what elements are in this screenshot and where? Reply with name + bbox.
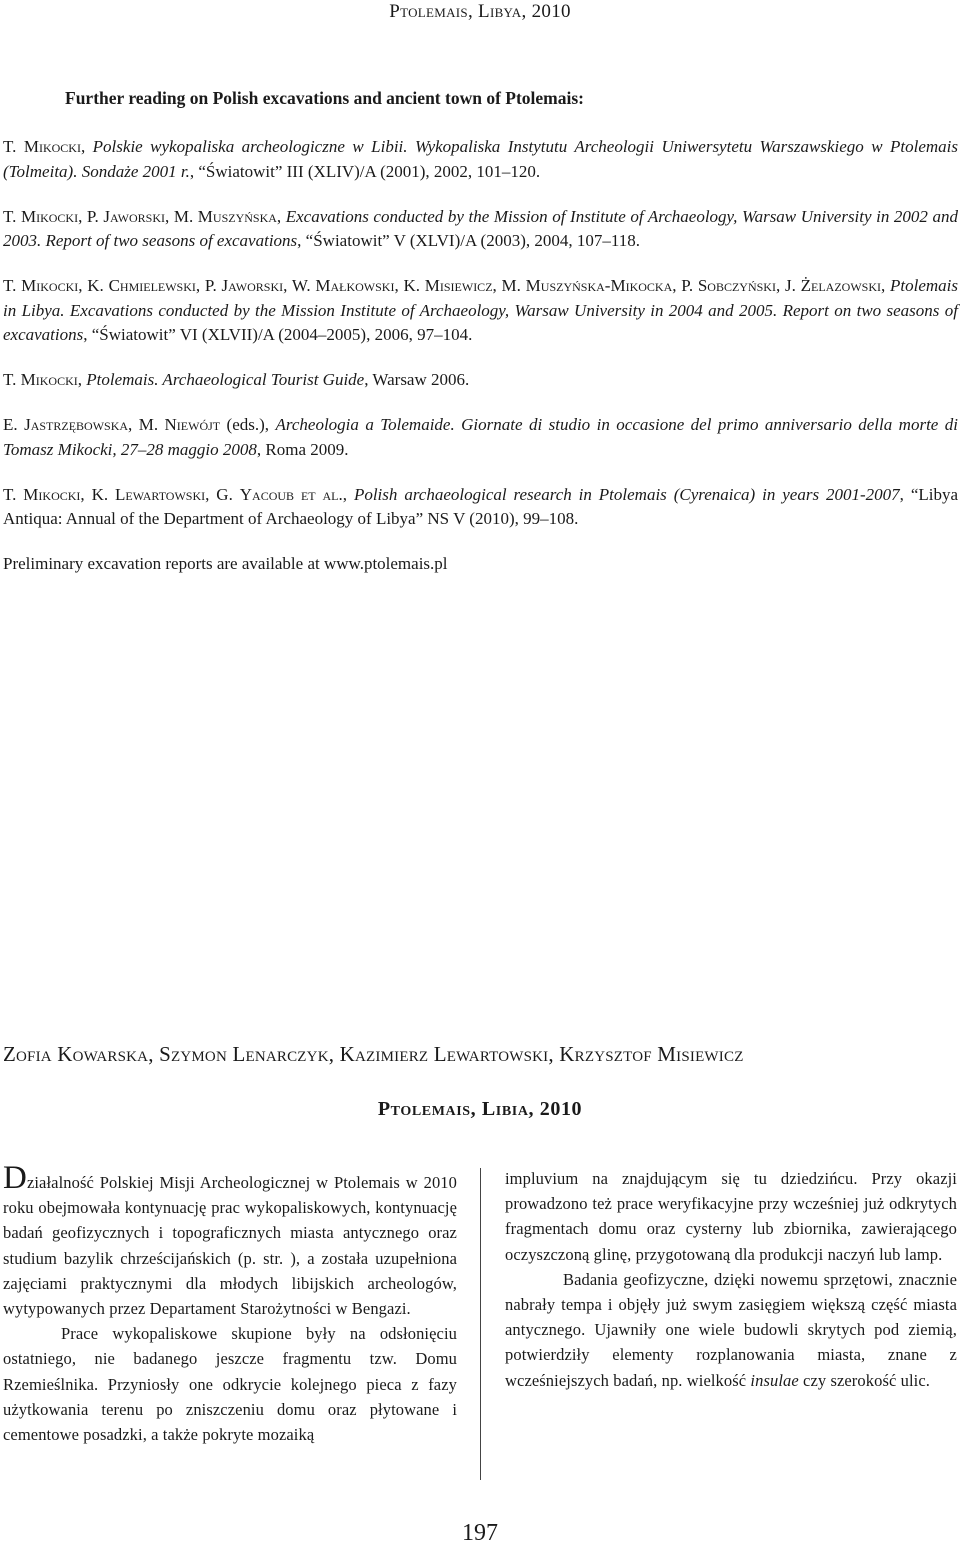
article-authors: Zofia Kowarska, Szymon Lenarczyk, Kazimierz Lewartowski, Krzysztof Misiewicz bbox=[3, 1042, 744, 1066]
body-paragraph-2: Prace wykopaliskowe skupione były na odsłonięciu ostatniego, nie badanego jeszcze fragmentu tzw. Domu Rzemieślnika. Przyniosły one odkrycie kolejnego pieca z fazy użytkowania terenu po zniszczeniu domu oraz płytowane i cementowe posadzki, a także pokryte mozaiką bbox=[3, 1324, 457, 1445]
reference-1: T. Mikocki, Polskie wykopaliska archeologiczne w Libii. Wykopaliska Instytutu Archeologii Uniwersytetu Warszawskiego w Ptolemais (Tolmeita). Sondaże 2001 r., “Światowit” III (XLIV)/A (2001), 2002, 101–120. bbox=[3, 137, 959, 181]
reference-5: E. Jastrzębowska, M. Niewójt (eds.), Archeologia a Tolemaide. Giornate di studio in occasione del primo anniversario della morte di Tomasz Mikocki, 27–28 maggio 2008, Roma 2009. bbox=[3, 415, 958, 459]
further-reading-heading: Further reading on Polish excavations and ancient town of Ptolemais: bbox=[65, 88, 585, 108]
article-title: Ptolemais, Libia, 2010 bbox=[377, 1098, 583, 1120]
body-paragraph-1: Działalność Polskiej Misji Archeologicznej w Ptolemais w 2010 roku obejmowała kontynuację prac wykopaliskowych, kontynuację badań geofizycznych i topograficznych miasta antycznego oraz studium bazylik chrześcijańskich (p. str. ), a została uzupełniona zajęciami praktycznymi dla młodych libijskich archeologów, wytypowanych przez Departament Starożytności w Bengazi. bbox=[3, 1160, 457, 1319]
reference-3: T. Mikocki, K. Chmielewski, P. Jaworski, W. Małkowski, K. Misiewicz, M. Muszyńska-Mikocka, P. Sobczyński, J. Żelazowski, Ptolemais in Libya. Excavations conducted by the Mission Institute of Archaeology, Warsaw University in 2004 and 2005. Report on two seasons of excavations, “Światowit” VI (XLVII)/A (2004–2005), 2006, 97–104. bbox=[3, 276, 959, 344]
body-paragraph-4: Badania geofizyczne, dzięki nowemu sprzętowi, znacznie nabrały tempa i objęły już swym zasięgiem większą część miasta antycznego. Ujawniły one wiele budowli skrytych pod ziemią, potwierdziły elementy rozplanowania miasta, znane z wcześniejszych badań, np. wielkość insulae czy szerokość ulic. bbox=[505, 1269, 957, 1390]
reference-6: T. Mikocki, K. Lewartowski, G. Yacoub et al., Polish archaeological research in Ptolemais (Cyrenaica) in years 2001-2007, “Libya Antiqua: Annual of the Department of Archaeology of Libya” NS V (2010), 99–108. bbox=[3, 484, 959, 528]
left-column bbox=[3, 1160, 457, 1447]
page-number: 197 bbox=[462, 1520, 498, 1546]
body-paragraph-3: impluvium na znajdującym się tu dziedzińcu. Przy okazji prowadzono też prace weryfikacyjne przy wcześniej już odkrytych fragmentach domu oraz cysterny lub zbiornika, zawierającego oczyszczoną glinę, przygotowaną dla produkcji naczyń lub lamp. bbox=[505, 1169, 957, 1264]
reference-2: T. Mikocki, P. Jaworski, M. Muszyńska, Excavations conducted by the Mission of Institute of Archaeology, Warsaw University in 2002 and 2003. Report of two seasons of excavations, “Światowit” V (XLVI)/A (2003), 2004, 107–118. bbox=[3, 206, 959, 250]
column-divider bbox=[480, 1168, 481, 1480]
excavation-reports-note: Preliminary excavation reports are available at www.ptolemais.pl bbox=[3, 554, 448, 573]
drop-cap: D bbox=[3, 1160, 27, 1196]
further-reading-section bbox=[3, 86, 958, 597]
right-column bbox=[505, 1166, 957, 1393]
reference-4: T. Mikocki, Ptolemais. Archaeological Tourist Guide, Warsaw 2006. bbox=[3, 370, 470, 389]
running-head: Ptolemais, Libya, 2010 bbox=[389, 1, 571, 22]
